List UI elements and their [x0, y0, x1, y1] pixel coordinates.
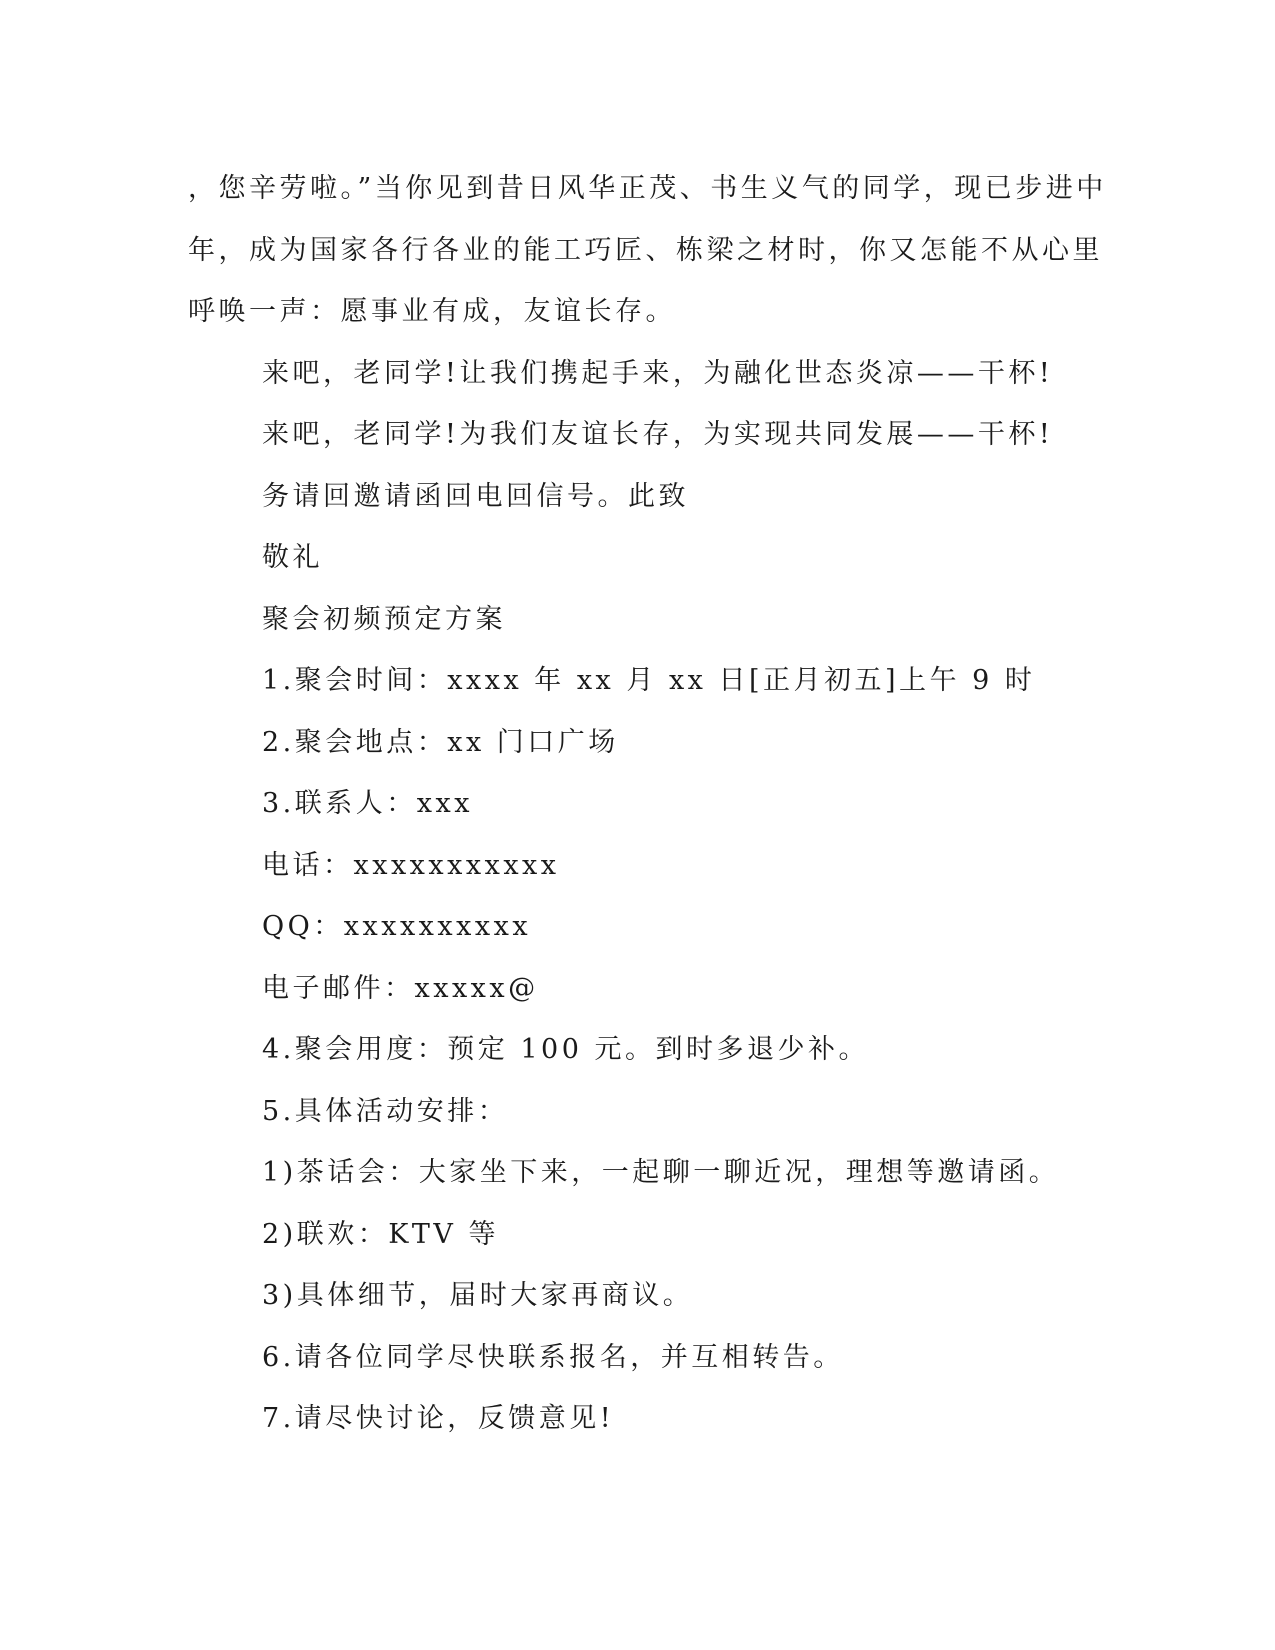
- reply-request-line: 务请回邀请函回电回信号。此致: [262, 480, 689, 512]
- activity-item: 2)联欢：KTV 等: [262, 1218, 499, 1250]
- plan-item-cost: 4.聚会用度：预定 100 元。到时多退少补。: [262, 1034, 869, 1065]
- contact-email: 电子邮件：xxxxx@: [262, 972, 539, 1004]
- paragraph-line: ，您辛劳啦。”当你见到昔日风华正茂、书生义气的同学，现已步进中: [188, 173, 1107, 204]
- contact-phone: 电话：xxxxxxxxxxx: [262, 849, 560, 881]
- plan-item-location: 2.聚会地点：xx 门口广场: [262, 726, 619, 758]
- plan-item-contact: 3.联系人：xxx: [262, 788, 473, 819]
- toast-line: 来吧，老同学!让我们携起手来，为融化世态炎凉——干杯!: [262, 357, 1054, 389]
- document-body: [188, 158, 1107, 1450]
- activity-item: 1)茶话会：大家坐下来，一起聊一聊近况，理想等邀请函。: [262, 1157, 1060, 1188]
- contact-qq: QQ：xxxxxxxxxx: [262, 911, 532, 942]
- section-heading: 聚会初频预定方案: [262, 603, 506, 635]
- plan-item-activities: 5.具体活动安排：: [262, 1095, 509, 1127]
- paragraph-line: 呼唤一声：愿事业有成，友谊长存。: [188, 296, 676, 327]
- salutation-line: 敬礼: [262, 542, 323, 573]
- paragraph-line: 年，成为国家各行各业的能工巧匠、栋梁之材时，你又怎能不从心里: [188, 234, 1103, 266]
- plan-item-feedback: 7.请尽快讨论，反馈意见!: [262, 1403, 615, 1434]
- plan-item-signup: 6.请各位同学尽快联系报名，并互相转告。: [262, 1341, 844, 1373]
- plan-item-time: 1.聚会时间：xxxx 年 xx 月 xx 日[正月初五]上午 9 时: [262, 665, 1036, 696]
- activity-item: 3)具体细节，届时大家再商议。: [262, 1280, 694, 1311]
- toast-line: 来吧，老同学!为我们友谊长存，为实现共同发展——干杯!: [262, 419, 1054, 450]
